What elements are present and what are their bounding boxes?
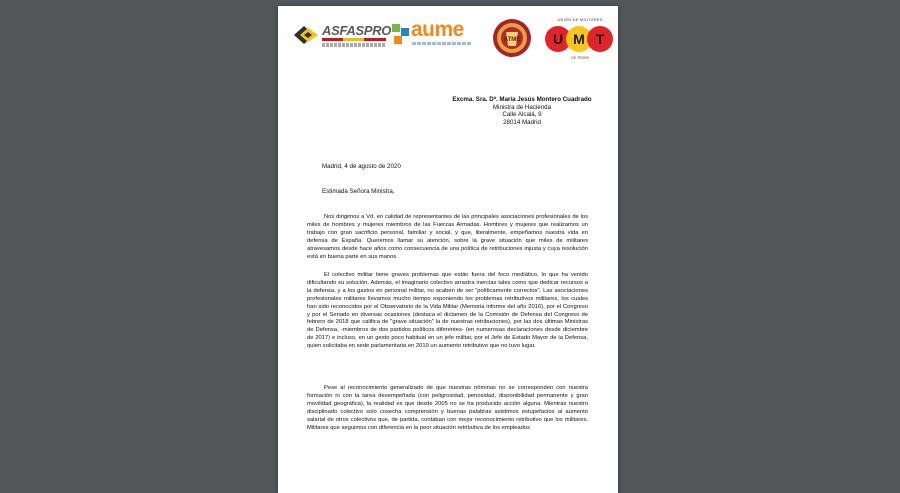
body-paragraph-2: El colectivo militar tiene graves problemas que están fuera del foco mediático, lo que ha venido dificultando su solución. Además, el imaginario colectivo arrastra inercias tales como que dedicar recursos a la defensa, y a los gastos en personal militar, no acaben de ser "políticamente correctos". Las asociaciones profesionales militares llevamos mucho tiempo exponiendo los problemas retributivos militares, los cuales han sido reconocidos por el Observatorio de la Vida Militar (Memoria informe del año 2016), por el Congreso y por el Senado en diversas ocasiones (destaca el dictamen de la Comisión de Defensa del Congreso de febrero de 2018 que califica de "grave situación" la de nuestras retribuciones), por las dos últimas Ministras de Defensa, -miembros de dos partidos políticos diferentes- (en numerosas declaraciones desde diciembre de 2017) e incluso, en un gesto poco habitual en un jefe militar, por el Jefe de Estado Mayor de la Defensa, quien solicitaba en sede parlamentaria en 2019 un aumento retributivo que no tuvo lugar. xyxy=(307,272,588,350)
umt-letter-m: M xyxy=(573,31,585,47)
flag-stripe xyxy=(322,38,386,41)
aume-subtitle xyxy=(412,42,472,45)
umt-subtitle: DE TROPA xyxy=(571,56,589,60)
recipient-city: 28014 Madrid xyxy=(503,118,541,126)
recipient-name: Excma. Sra. Dª. María Jesús Montero Cuadrado xyxy=(452,96,592,103)
atme-logo-text: ATME xyxy=(503,37,521,43)
logo-header xyxy=(294,12,614,58)
recipient-block xyxy=(432,96,612,126)
asfaspro-logo-text: ASFASPRO xyxy=(322,23,392,38)
aume-logo-icon xyxy=(392,24,410,46)
aume-logo-text: aume xyxy=(411,18,464,41)
salutation: Estimada Señora Ministra, xyxy=(322,188,395,195)
recipient-title: Ministra de Hacienda xyxy=(492,103,552,111)
body-paragraph-1: Nos dirigimos a Vd. en calidad de representantes de las principales asociaciones profesionales de los miles de hombres y mujeres miembros de las Fuerzas Armadas. Hombres y mujeres que realizamos un trabajo con gran sacrificio personal, familiar y social, y que, literalmente, empeñamos nuestra vida en defensa de España. Queremos llamar su atención, sobre la grave situación que miles de militares atravesamos desde hace años como consecuencia de una política de retribuciones injusta y cuya resolución está en buena parte en sus manos. xyxy=(307,214,588,260)
umt-logo-icon xyxy=(542,22,616,56)
atme-emblem-icon xyxy=(492,18,532,58)
asfaspro-logo-icon xyxy=(294,26,320,44)
letter-date: Madrid, 4 de agosto de 2020 xyxy=(322,163,401,170)
umt-letter-t: T xyxy=(595,31,605,47)
umt-letter-u: U xyxy=(552,31,564,47)
umt-title: UNIÓN DE MILITARES xyxy=(557,17,603,22)
body-paragraph-3: Pese al reconocimiento generalizado de que nuestras nóminas no se corresponden con nuestra formación ni con la tarea desempeñada (con peligrosidad, penosidad, disponibilidad permanente y gran movilidad geográfica), la realidad es que desde 2005 no se ha producido acción alguna. Mientras nuestro disciplinado colectivo solo cosecha comprensión y buenas palabras asistimos estupefactos al aumento salarial de otros colectivos que, de partida, contaban con mejor reconocimiento retributivo que los militares. Militares que seguimos con diferencia en la peor situación retributiva de los empleados xyxy=(307,385,588,431)
document-page xyxy=(278,6,618,493)
recipient-street: Calle Alcalá, 9 xyxy=(502,111,542,118)
asfaspro-subtitle xyxy=(322,43,386,47)
